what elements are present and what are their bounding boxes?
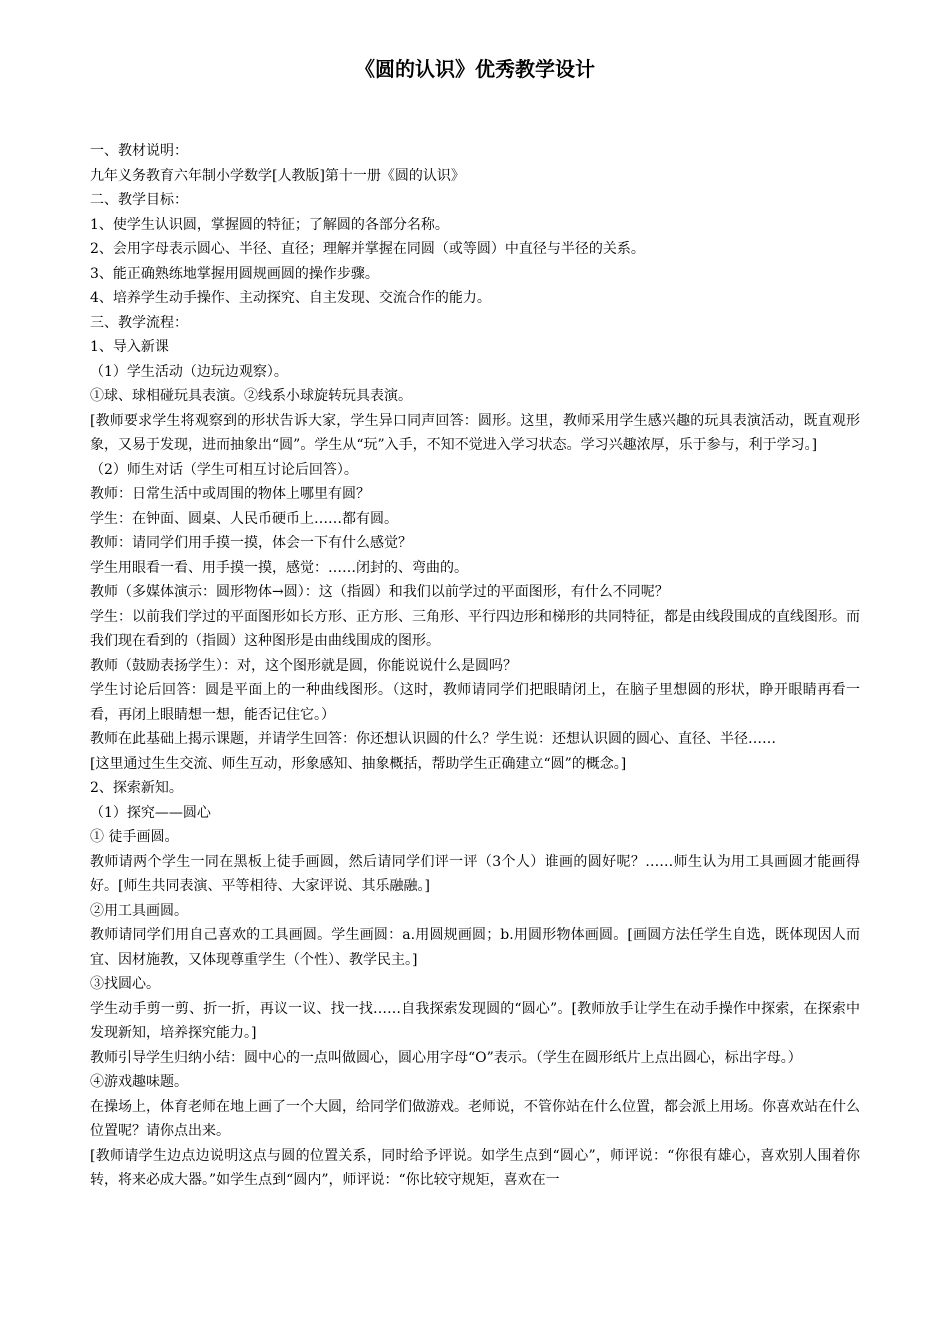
paragraph: 学生讨论后回答：圆是平面上的一种曲线图形。（这时，教师请同学们把眼睛闭上，在脑子里想圆的形状，睁开眼睛再看一看，再闭上眼睛想一想，能否记住它。）	[90, 682, 860, 723]
paragraph: 教师请同学们用自己喜欢的工具画圆。学生画圆：a.用圆规画圆；b.用圆形物体画圆。[画圆方法任学生自选，既体现因人而宜、因材施教，又体现尊重学生（个性）、教学民主。]	[90, 927, 860, 968]
paragraph: （1）探究——圆心	[90, 804, 211, 821]
paragraph: ②用工具画圆。	[90, 902, 188, 919]
paragraph: 学生：在钟面、圆桌、人民币硬币上……都有圆。	[90, 510, 398, 527]
paragraph: 学生用眼看一看、用手摸一摸，感觉：……闭封的、弯曲的。	[90, 559, 468, 576]
paragraph: [教师要求学生将观察到的形状告诉大家，学生异口同声回答：圆形。这里，教师采用学生感兴趣的玩具表演活动，既直观形象，又易于发现，进而抽象出“圆”。学生从“玩”入手，不知不觉进入学习状态。学习兴趣浓厚，乐于参与，利于学习。]	[90, 412, 860, 453]
paragraph: 学生：以前我们学过的平面图形如长方形、正方形、三角形、平行四边形和梯形的共同特征，都是由线段围成的直线图形。而我们现在看到的（指圆）这种图形是由曲线围成的图形。	[90, 608, 860, 649]
paragraph: 在操场上，体育老师在地上画了一个大圆，给同学们做游戏。老师说，不管你站在什么位置，都会派上用场。你喜欢站在什么位置呢？请你点出来。	[90, 1098, 860, 1139]
paragraph: 教师：日常生活中或周围的物体上哪里有圆？	[90, 486, 370, 502]
section-heading-materials: 一、教材说明：	[90, 143, 188, 159]
paragraph: 教师引导学生归纳小结：圆中心的一点叫做圆心，圆心用字母“O”表示。（学生在圆形纸片上点出圆心，标出字母。）	[90, 1049, 802, 1066]
paragraph: [教师请学生边点边说明这点与圆的位置关系，同时给予评说。如学生点到“圆心”，师评说：“你很有雄心，喜欢别人围着你转，将来必成大器。”如学生点到“圆内”，师评说：“你比较守规矩，喜欢在一	[90, 1147, 860, 1188]
paragraph: ④游戏趣味题。	[90, 1074, 188, 1090]
paragraph: ③找圆心。	[90, 976, 160, 992]
objective-item: 3、能正确熟练地掌握用圆规画圆的操作步骤。	[90, 265, 379, 282]
paragraph: ①球、球相碰玩具表演。②线系小球旋转玩具表演。	[90, 388, 412, 404]
paragraph: （1）学生活动（边玩边观察）。	[90, 363, 288, 380]
paragraph: （2）师生对话（学生可相互讨论后回答）。	[90, 461, 358, 478]
objective-item: 4、培养学生动手操作、主动探究、自主发现、交流合作的能力。	[90, 290, 491, 306]
section-heading-process: 三、教学流程：	[90, 314, 188, 331]
paragraph: 教师（多媒体演示：圆形物体→圆）：这（指圆）和我们以前学过的平面图形，有什么不同呢？	[90, 584, 669, 600]
paragraph: 教师：请同学们用手摸一摸，体会一下有什么感觉？	[90, 535, 412, 551]
paragraph: 教师请两个学生一同在黑板上徒手画圆，然后请同学们评一评（3个人）谁画的圆好呢？……师生认为用工具画圆才能画得好。[师生共同表演、平等相待、大家评说、其乐融融。]	[90, 853, 860, 894]
subsection-heading: 2、探索新知。	[90, 780, 183, 796]
paragraph: 教师在此基础上揭示课题，并请学生回答：你还想认识圆的什么？学生说：还想认识圆的圆心、直径、半径……	[90, 731, 776, 747]
subsection-heading: 1、导入新课	[90, 339, 169, 355]
document-body	[90, 139, 860, 1193]
objective-item: 1、使学生认识圆，掌握圆的特征；了解圆的各部分名称。	[90, 216, 449, 233]
paragraph: ① 徒手画圆。	[90, 829, 179, 845]
paragraph: [这里通过生生交流、师生互动，形象感知、抽象概括，帮助学生正确建立“圆”的概念。]	[90, 755, 627, 772]
objective-item: 2、会用字母表示圆心、半径、直径；理解并掌握在同圆（或等圆）中直径与半径的关系。	[90, 241, 645, 257]
paragraph: 学生动手剪一剪、折一折，再议一议、找一找……自我探索发现圆的“圆心”。[教师放手让学生在动手操作中探索，在探索中发现新知，培养探究能力。]	[90, 1000, 860, 1041]
document-title: 《圆的认识》优秀教学设计	[355, 57, 595, 81]
paragraph: 教师（鼓励表扬学生）：对，这个图形就是圆，你能说说什么是圆吗？	[90, 657, 517, 674]
paragraph: 九年义务教育六年制小学数学[人教版]第十一册《圆的认识》	[90, 167, 465, 184]
section-heading-objectives: 二、教学目标：	[90, 192, 188, 208]
